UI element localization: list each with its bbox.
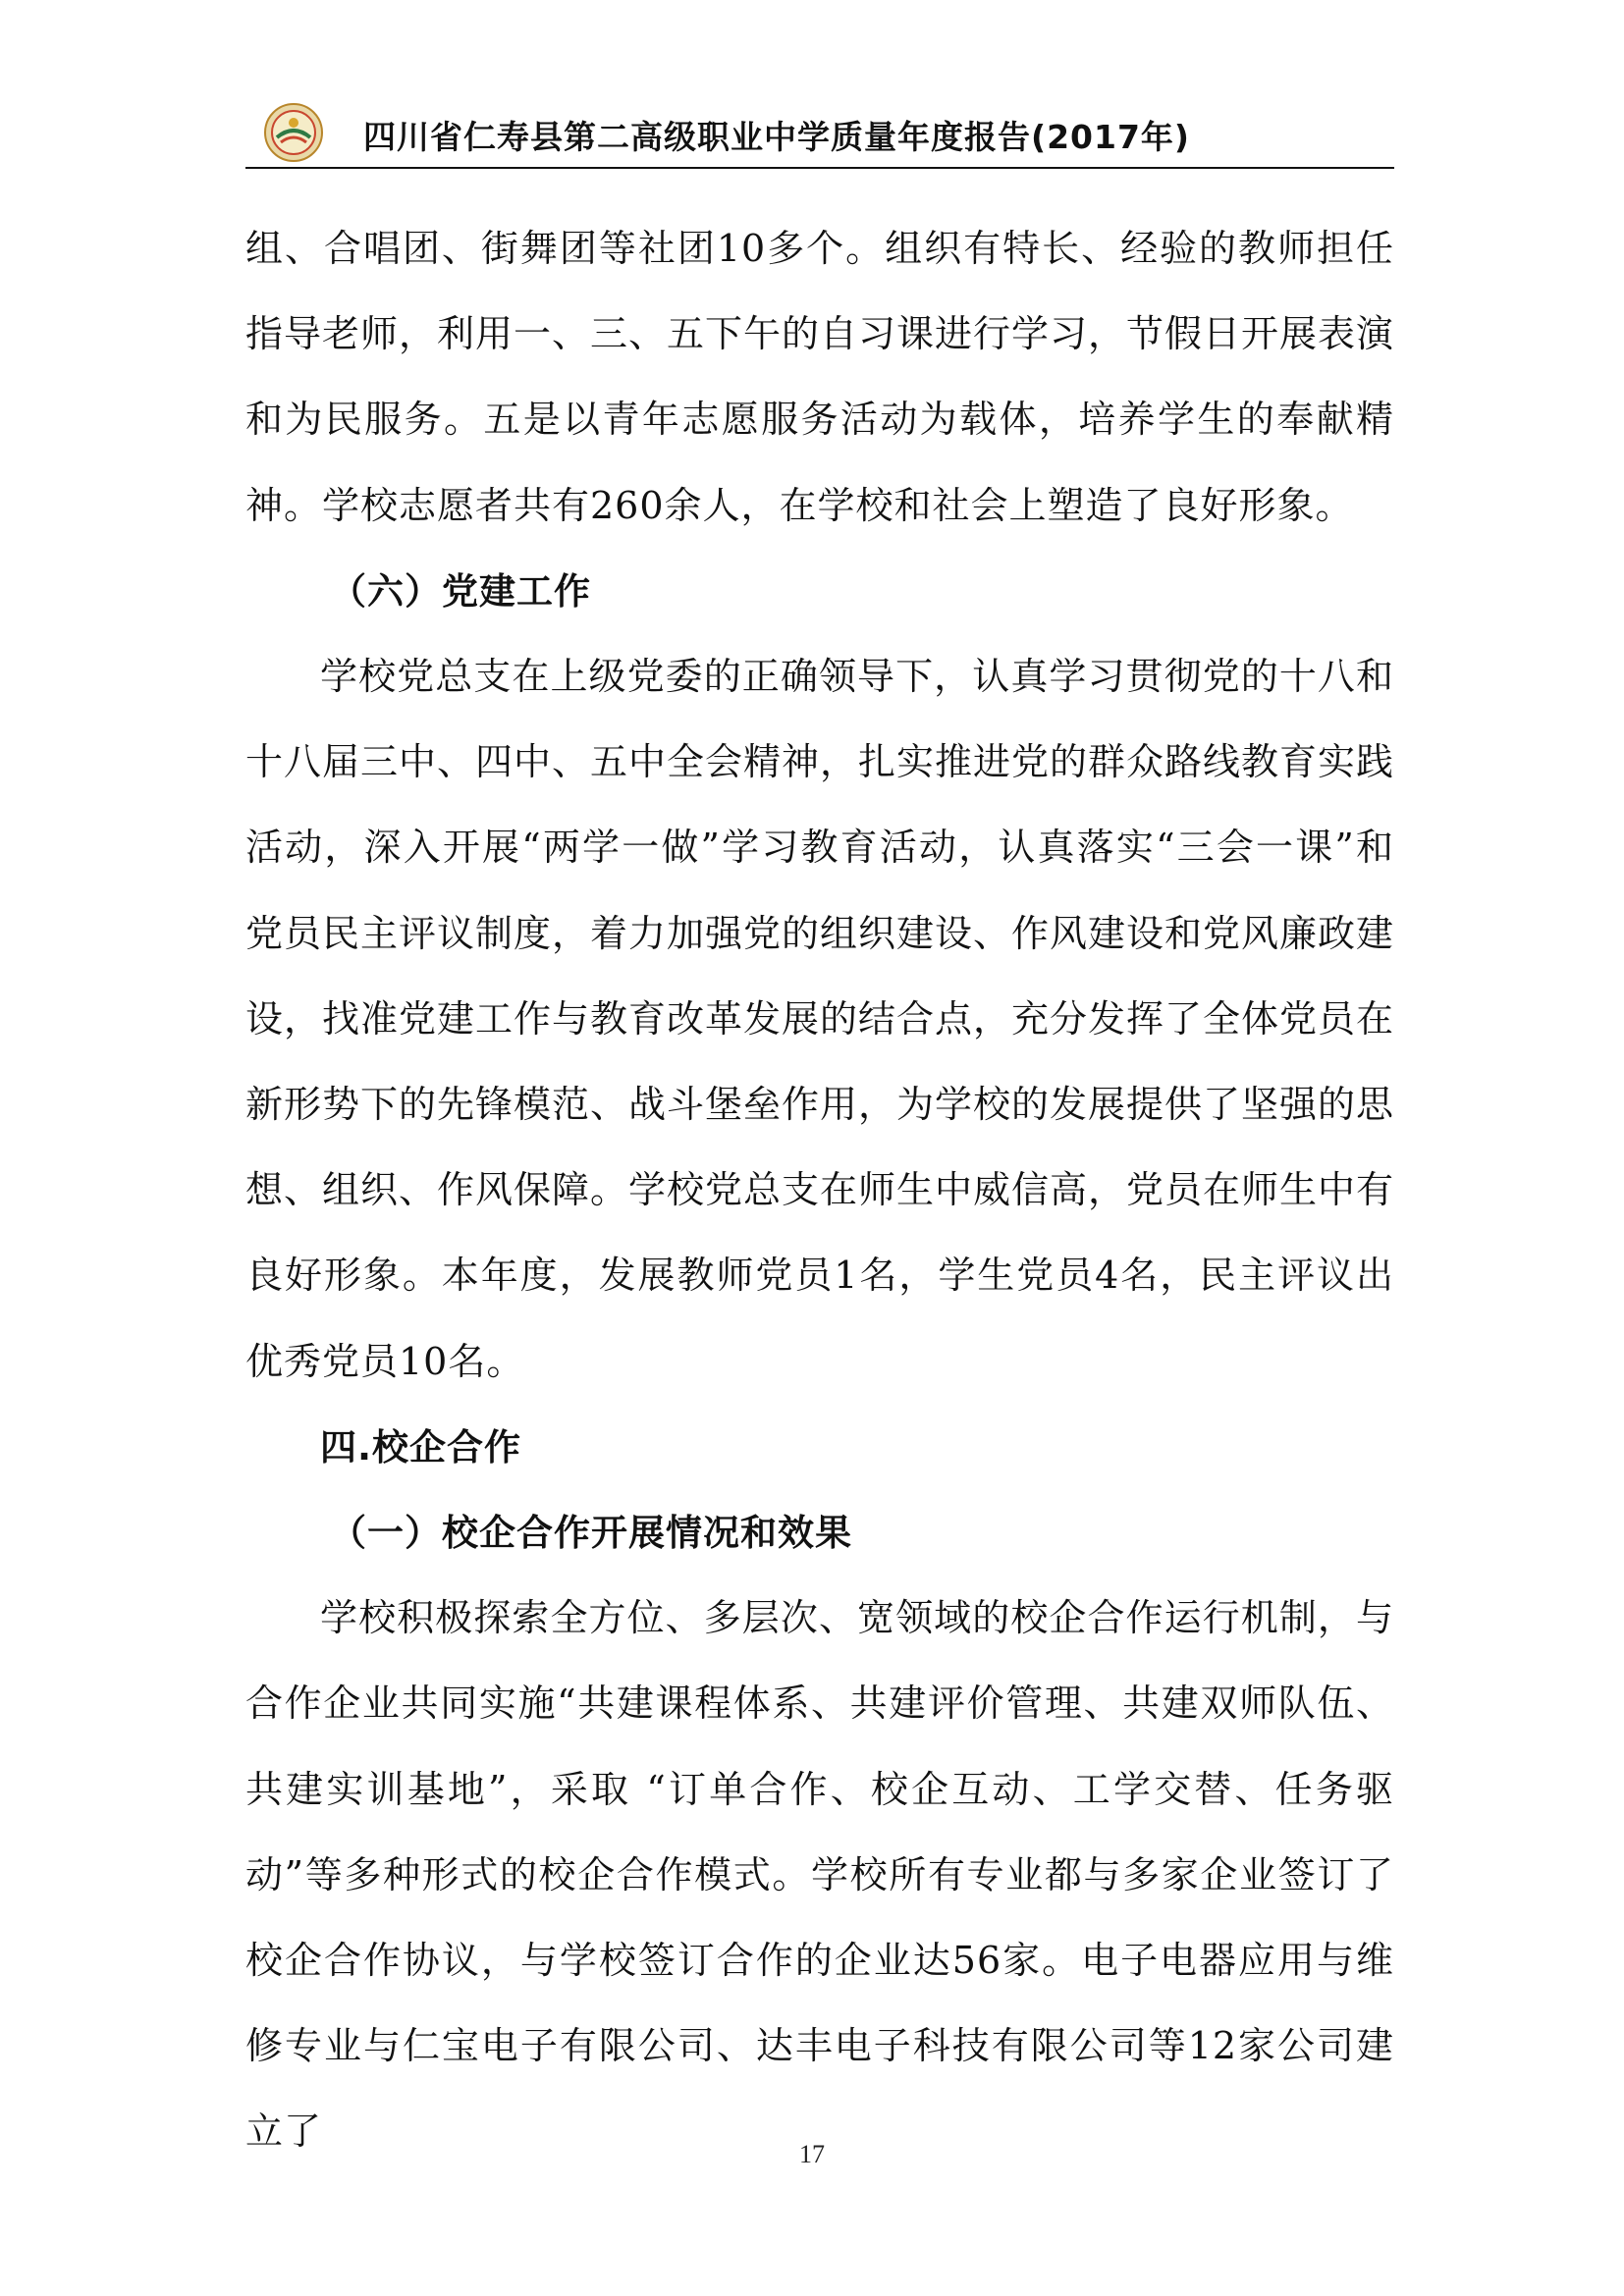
party-building-paragraph: 学校党总支在上级党委的正确领导下，认真学习贯彻党的十八和十八届三中、四中、五中全会精神，扎实推进党的群众路线教育实践活动，深入开展“两学一做”学习教育活动，认真落实“三会一课”和党员民主评议制度，着力加强党的组织建设、作风建设和党风廉政建设，找准党建工作与教育改革发展的结合点，充分发挥了全体党员在新形势下的先锋模范、战斗堡垒作用，为学校的发展提供了坚强的思想、组织、作风保障。学校党总支在师生中威信高，党员在师生中有良好形象。本年度，发展教师党员1名，学生党员4名，民主评议出优秀党员10名。 (245, 655, 1395, 1383)
page-content (245, 206, 1394, 2175)
header-divider (245, 167, 1394, 169)
page-header (245, 102, 1394, 167)
page-number: 17 (799, 2140, 825, 2168)
section-heading-party-building: （六）党建工作 (330, 569, 591, 613)
school-emblem-icon (263, 102, 324, 163)
continued-paragraph: 组、合唱团、街舞团等社团10多个。组织有特长、经验的教师担任指导老师，利用一、三、五下午的自习课进行学习，节假日开展表演和为民服务。五是以青年志愿服务活动为载体，培养学生的奉献精神。学校志愿者共有260余人，在学校和社会上塑造了良好形象。 (245, 227, 1395, 527)
report-title: 四川省仁寿县第二高级职业中学质量年度报告(2017年) (363, 118, 1191, 156)
subsection-heading-cooperation: （一）校企合作开展情况和效果 (330, 1512, 852, 1555)
section-heading-school-enterprise: 四.校企合作 (320, 1425, 522, 1468)
cooperation-paragraph: 学校积极探索全方位、多层次、宽领域的校企合作运行机制，与合作企业共同实施“共建课程体系、共建评价管理、共建双师队伍、共建实训基地”，采取 “订单合作、校企互动、工学交替、任务驱动”等多种形式的校企合作模式。学校所有专业都与多家企业签订了校企合作协议，与学校签订合作的企业达56家。电子电器应用与维修专业与仁宝电子有限公司、达丰电子科技有限公司等12家公司建立了 (245, 1596, 1394, 2154)
